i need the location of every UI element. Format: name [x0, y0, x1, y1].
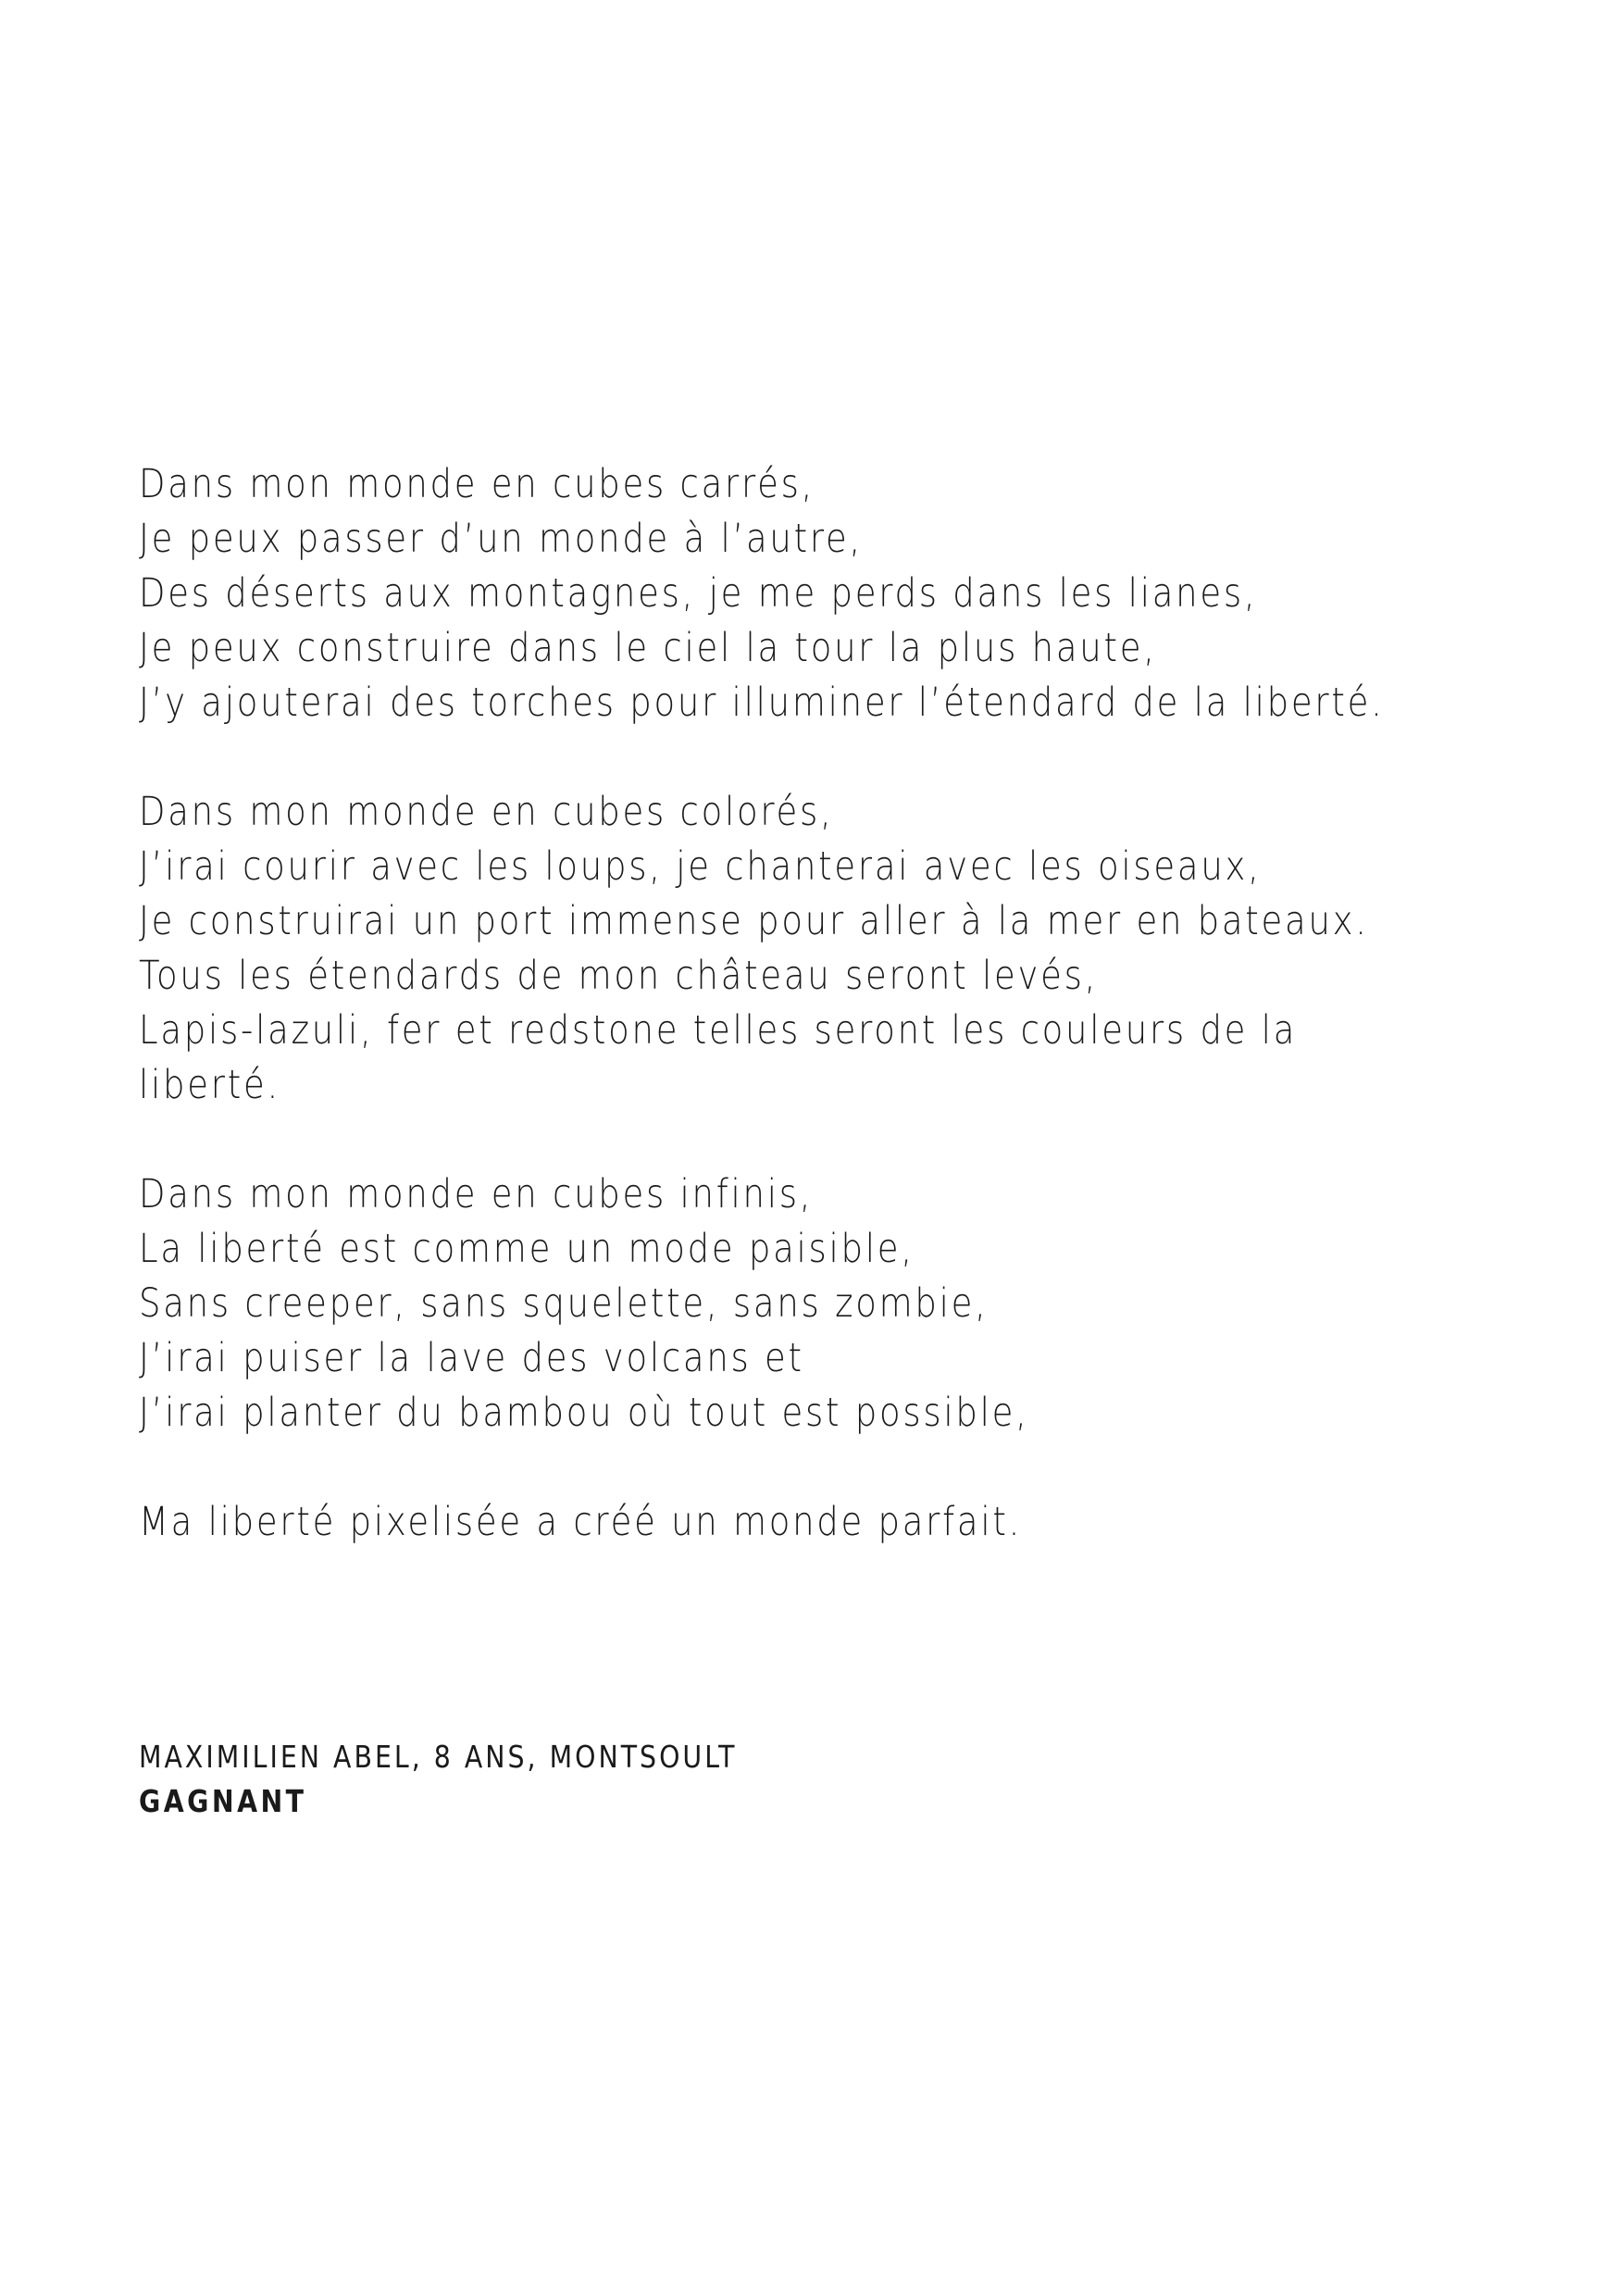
signature: [139, 1735, 1250, 1824]
poem-stanza-1: [139, 457, 1527, 730]
poem-line: Des déserts aux montagnes, je me perds dans les lianes,: [139, 570, 1258, 617]
poem-line: J’y ajouterai des torches pour illuminer l’étendard de la liberté.: [139, 680, 1385, 726]
poem-line: Ma liberté pixelisée a créé un monde parfait.: [139, 1499, 1023, 1545]
poem: [139, 457, 1527, 1604]
poem-line: Dans mon monde en cubes infinis,: [139, 1171, 814, 1217]
poem-line: J’irai puiser la lave des volcans et: [139, 1335, 804, 1381]
poem-line: Sans creeper, sans squelette, sans zombie,: [139, 1280, 989, 1327]
poem-line: liberté.: [139, 1062, 280, 1108]
poem-line: Dans mon monde en cubes colorés,: [139, 789, 834, 835]
poem-line: Je peux construire dans le ciel la tour la plus haute,: [139, 625, 1157, 671]
poem-line: La liberté est comme un mode paisible,: [139, 1226, 915, 1272]
poem-stanza-3: [139, 1167, 1527, 1441]
poem-line: Je construirai un port immense pour aller à la mer en bateaux.: [139, 898, 1369, 944]
poem-line: J’irai courir avec les loups, je chanterai avec les oiseaux,: [139, 843, 1262, 890]
author-credit: MAXIMILIEN ABEL, 8 ANS, MONTSOULT: [139, 1739, 738, 1775]
poem-line: Je peux passer d’un monde à l’autre,: [139, 516, 864, 562]
poem-stanza-4: [139, 1495, 1527, 1550]
poem-line: Dans mon monde en cubes carrés,: [139, 461, 815, 507]
poem-line: Lapis-lazuli, fer et redstone telles seront les couleurs de la: [139, 1007, 1298, 1054]
poem-stanza-2: [139, 785, 1527, 1113]
poem-line: Tous les étendards de mon château seront levés,: [139, 953, 1099, 999]
poem-line: J’irai planter du bambou où tout est possible,: [139, 1390, 1029, 1436]
award-label: GAGNANT: [139, 1783, 307, 1819]
